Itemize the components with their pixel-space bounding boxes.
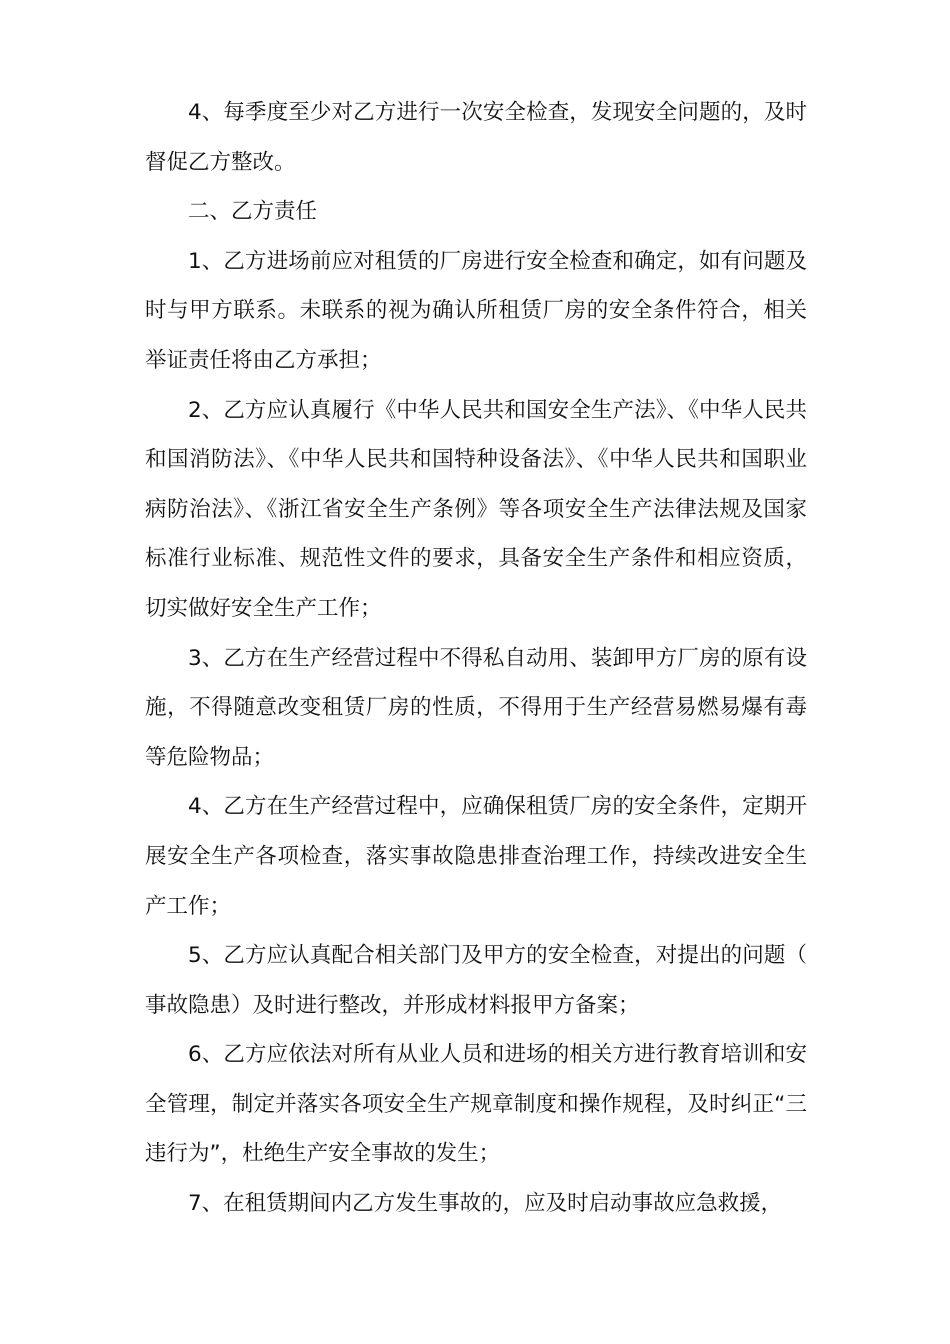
- paragraph-b-6: 6、乙方应依法对所有从业人员和进场的相关方进行教育培训和安全管理，制定并落实各项安全生产规章制度和操作规程，及时纠正“三违行为”，杜绝生产安全事故的发生；: [145, 1042, 807, 1167]
- paragraph-b-7: 7、在租赁期间内乙方发生事故的，应及时启动事故应急救援，: [188, 1191, 783, 1217]
- section-heading-party-b: 二、乙方责任: [188, 199, 318, 225]
- document-body: [145, 88, 807, 1229]
- paragraph-b-4: 4、乙方在生产经营过程中，应确保租赁厂房的安全条件，定期开展安全生产各项检查，落实事故隐患排查治理工作，持续改进安全生产工作；: [145, 794, 807, 919]
- paragraph-b-5: 5、乙方应认真配合相关部门及甲方的安全检查，对提出的问题（事故隐患）及时进行整改，并形成材料报甲方备案；: [145, 943, 807, 1018]
- paragraph-inspection-quarterly: 4、每季度至少对乙方进行一次安全检查，发现安全问题的，及时督促乙方整改。: [145, 100, 807, 175]
- paragraph-b-1: 1、乙方进场前应对租赁的厂房进行安全检查和确定，如有问题及时与甲方联系。未联系的视为确认所租赁厂房的安全条件符合，相关举证责任将由乙方承担；: [145, 248, 807, 373]
- paragraph-b-2: 2、乙方应认真履行《中华人民共和国安全生产法》、《中华人民共和国消防法》、《中华人民共和国特种设备法》、《中华人民共和国职业病防治法》、《浙江省安全生产条例》等各项安全生产法律法规及国家标准行业标准、规范性文件的要求，具备安全生产条件和相应资质，切实做好安全生产工作；: [145, 397, 807, 621]
- paragraph-b-3: 3、乙方在生产经营过程中不得私自动用、装卸甲方厂房的原有设施，不得随意改变租赁厂房的性质，不得用于生产经营易燃易爆有毒等危险物品；: [145, 645, 807, 770]
